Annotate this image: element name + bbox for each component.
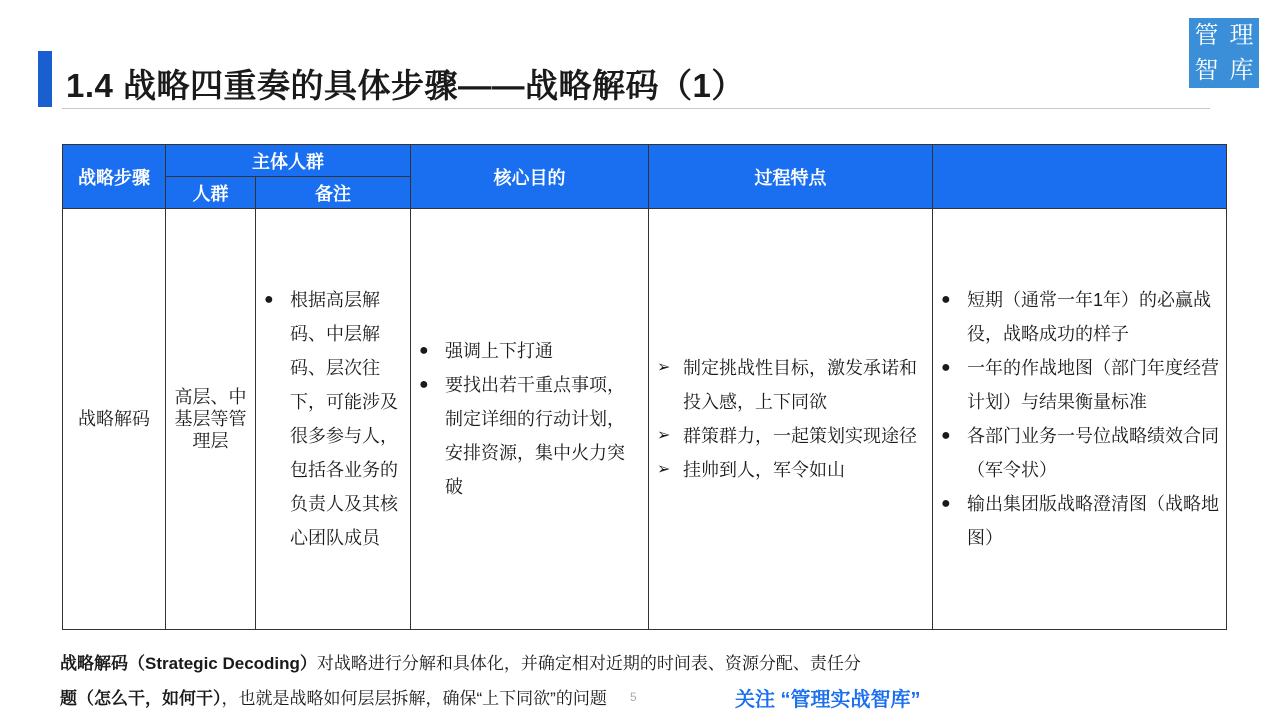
text-fade-overlay	[930, 650, 1280, 674]
list-item	[411, 334, 642, 368]
cell-note	[256, 209, 411, 630]
header-subject: 主体人群	[166, 145, 411, 177]
logo-char: 理	[1229, 22, 1254, 49]
header-purpose: 核心目的	[411, 145, 649, 209]
list-item-text: 制定挑战性目标，激发承诺和投入感，上下同欲	[683, 358, 917, 412]
list-item	[933, 283, 1220, 351]
title-divider	[62, 108, 1210, 109]
header-group: 人群	[166, 177, 256, 209]
brand-logo	[1189, 18, 1259, 88]
bullet-dot-icon: ●	[941, 291, 951, 308]
logo-char: 管	[1194, 22, 1219, 49]
cell-output	[933, 209, 1227, 630]
strategy-table	[62, 144, 1227, 630]
list-item-text: 根据高层解码、中层解码、层次往下，可能涉及很多参与人，包括各业务的负责人及其核心团队成员	[290, 290, 398, 548]
list-item	[649, 351, 926, 419]
list-item-text: 要找出若干重点事项，制定详细的行动计划，安排资源，集中火力突破	[445, 375, 625, 497]
list-item-text: 一年的作战地图（部门年度经营计划）与结果衡量标准	[967, 358, 1219, 412]
list-item-text: 短期（通常一年1年）的必赢战役，战略成功的样子	[967, 290, 1212, 344]
bullet-dot-icon: ●	[419, 342, 429, 359]
bullet-arrow-icon: ➢	[657, 461, 671, 478]
list-item	[933, 419, 1220, 487]
cell-process	[649, 209, 933, 630]
definition-term-cont: 题（怎么干，如何干）	[60, 689, 222, 708]
bullet-arrow-icon: ➢	[657, 427, 671, 444]
header-process: 过程特点	[649, 145, 933, 209]
group-line: 理层	[192, 431, 229, 451]
logo-char: 智	[1194, 57, 1219, 84]
list-item	[933, 351, 1220, 419]
definition-term: 战略解码（Strategic Decoding）	[60, 654, 317, 673]
list-item-text: 强调上下打通	[445, 341, 553, 361]
list-item	[933, 487, 1220, 555]
group-line: 基层等管	[174, 409, 247, 429]
logo-char: 库	[1229, 57, 1254, 84]
header-step: 战略步骤	[63, 145, 166, 209]
bullet-dot-icon: ●	[941, 495, 951, 512]
bullet-dot-icon: ●	[941, 359, 951, 376]
definition-line-2	[60, 684, 607, 709]
list-item-text: 输出集团版战略澄清图（战略地图）	[967, 494, 1219, 548]
header-note: 备注	[256, 177, 411, 209]
list-item	[256, 283, 408, 555]
bullet-dot-icon: ●	[264, 291, 274, 308]
list-item-text: 各部门业务一号位战略绩效合同（军令状）	[967, 426, 1219, 480]
header-output	[933, 145, 1227, 209]
page-number: 5	[630, 690, 637, 704]
cell-group	[166, 209, 256, 630]
page-title: 1.4 战略四重奏的具体步骤——战略解码（1）	[66, 67, 745, 104]
table-row	[63, 209, 1227, 630]
list-item	[649, 419, 926, 453]
list-item	[649, 453, 926, 487]
bullet-dot-icon: ●	[419, 376, 429, 393]
definition-line-1	[60, 649, 861, 674]
cell-step: 战略解码	[63, 209, 166, 630]
list-item-text: 挂帅到人，军令如山	[683, 460, 845, 480]
cell-purpose	[411, 209, 649, 630]
bullet-arrow-icon: ➢	[657, 359, 671, 376]
bullet-dot-icon: ●	[941, 427, 951, 444]
group-line: 高层、中	[174, 387, 247, 407]
definition-text-cont: ，也就是战略如何层层拆解，确保“上下同欲”的问题	[221, 689, 607, 708]
definition-text: 对战略进行分解和具体化，并确定相对近期的时间表、资源分配、责任分	[316, 654, 861, 673]
follow-banner: 关注 “管理实战智库”	[735, 689, 921, 711]
title-accent-bar	[38, 51, 52, 107]
list-item	[411, 368, 642, 504]
list-item-text: 群策群力，一起策划实现途径	[683, 426, 917, 446]
